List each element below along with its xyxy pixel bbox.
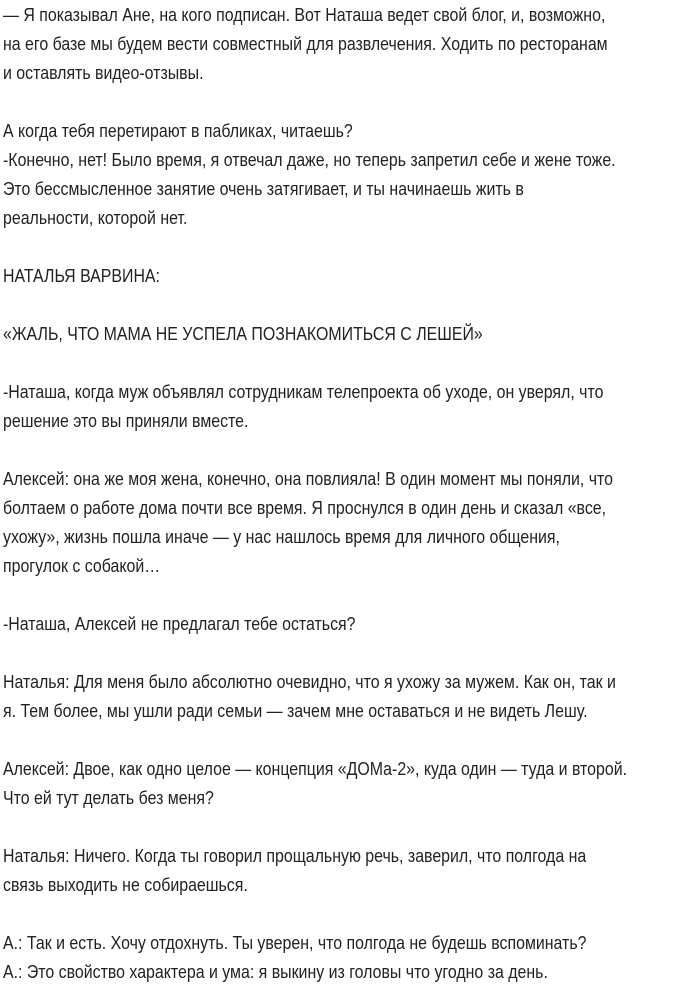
text-line: я. Тем более, мы ушли ради семьи — зачем мне оставаться и не видеть Лешу. [3,700,588,721]
text-line: Алексей: Двое, как одно целое — концепция «ДОМа-2», куда один — туда и второй. [3,758,628,779]
text-line: на его базе мы будем вести совместный для развлечения. Ходить по ресторанам [3,33,608,54]
text-line: -Конечно, нет! Было время, я отвечал даже, но теперь запретил себе и жене тоже. [3,149,616,170]
text-line: прогулок с собакой… [3,555,161,576]
section-speaker-heading [3,261,622,290]
text-line: связь выходить не собираешься. [3,874,248,895]
text-line: Наталья: Для меня было абсолютно очевидно, что я ухожу за мужем. Как он, так и [3,671,616,692]
text-line: — Я показывал Ане, на кого подписан. Вот Наташа ведет свой блог, и, возможно, [3,4,606,25]
paragraph-publics-question [3,116,622,232]
text-line: Наталья: Ничего. Когда ты говорил прощальную речь, заверил, что полгода на [3,845,587,866]
text-line: А.: Так и есть. Хочу отдохнуть. Ты уверен, что полгода не будешь вспоминать? [3,932,587,953]
paragraph-alexey-rest [3,928,622,986]
text-line: и оставлять видео-отзывы. [3,62,204,83]
paragraph-natalya-speech [3,841,622,899]
text-line: Что ей тут делать без меня? [3,787,214,808]
subtitle-quote: «ЖАЛЬ, ЧТО МАМА НЕ УСПЕЛА ПОЗНАКОМИТЬСЯ С ЛЕШЕЙ» [3,323,483,344]
text-line: А.: Это свойство характера и ума: я выкину из головы что угодно за день. [3,961,548,982]
paragraph-natalya-answer [3,667,622,725]
text-line: ухожу», жизнь пошла иначе — у нас нашлось время для личного общения, [3,526,560,547]
article-body [3,0,628,986]
paragraph-question-stay [3,609,622,638]
text-line: Алексей: она же моя жена, конечно, она повлияла! В один момент мы поняли, что [3,468,613,489]
question-line: А когда тебя перетирают в пабликах, читаешь? [3,120,353,141]
text-line: болтаем о работе дома почти все время. Я проснулся в один день и сказал «все, [3,497,607,518]
text-line: реальности, которой нет. [3,207,188,228]
paragraph-question-leaving [3,377,622,435]
question-line: решение это вы приняли вместе. [3,410,249,431]
paragraph-blog-plans [3,0,622,87]
section-subtitle [3,319,622,348]
speaker-name: НАТАЛЬЯ ВАРВИНА: [3,265,160,286]
text-line: Это бессмысленное занятие очень затягивает, и ты начинаешь жить в [3,178,524,199]
paragraph-alexey-answer [3,464,622,580]
question-line: -Наташа, когда муж объявлял сотрудникам телепроекта об уходе, он уверял, что [3,381,604,402]
paragraph-alexey-concept [3,754,628,812]
question-line: -Наташа, Алексей не предлагал тебе остаться? [3,613,356,634]
